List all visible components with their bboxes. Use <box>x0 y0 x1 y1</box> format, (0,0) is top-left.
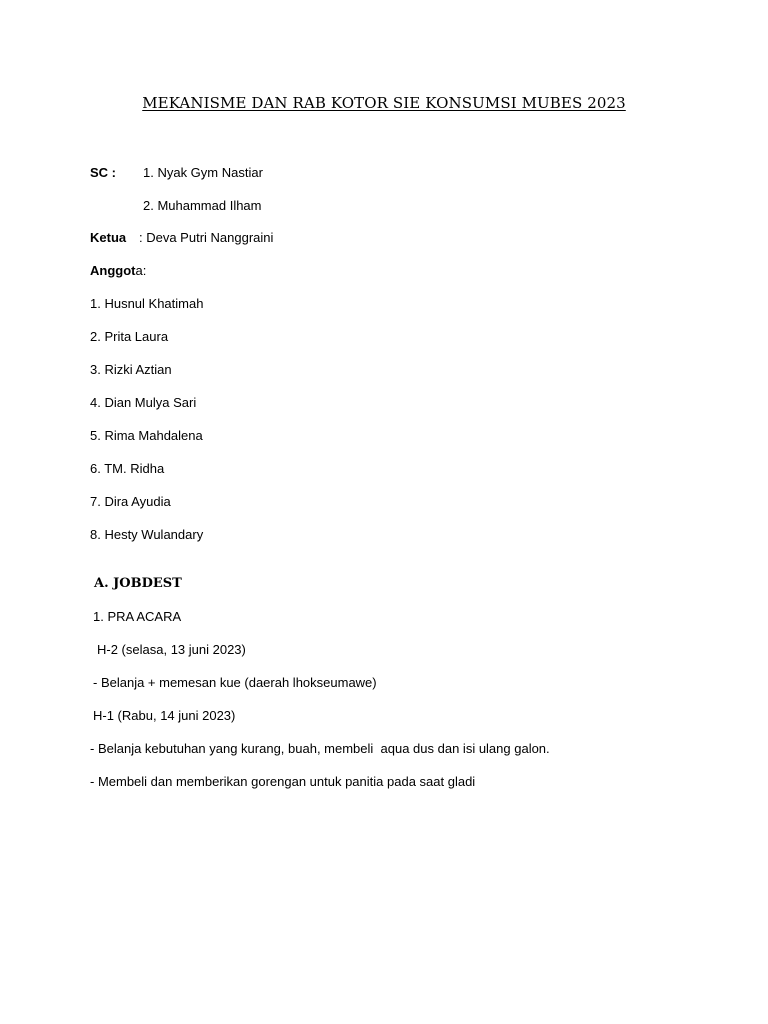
h1-task: - Belanja kebutuhan yang kurang, buah, membeli aqua dus dan isi ulang galon. <box>90 741 550 756</box>
h1-date: H-1 (Rabu, 14 juni 2023) <box>93 708 236 723</box>
ketua-label: Ketua <box>90 230 127 245</box>
anggota-member: 6. TM. Ridha <box>90 461 165 476</box>
anggota-member: 1. Husnul Khatimah <box>90 296 204 311</box>
anggota-member: 4. Dian Mulya Sari <box>90 395 197 410</box>
anggota-member: 3. Rizki Aztian <box>90 362 172 377</box>
anggota-label: Anggota: <box>90 263 147 278</box>
sc-label: SC : <box>90 165 116 180</box>
sc-member-2: 2. Muhammad Ilham <box>143 198 262 213</box>
anggota-member: 7. Dira Ayudia <box>90 494 171 509</box>
ketua-value: : Deva Putri Nanggraini <box>139 230 274 245</box>
ketua-row <box>90 230 273 246</box>
jobdesk-section: 1. PRA ACARA <box>93 609 182 624</box>
document-title: MEKANISME DAN RAB KOTOR SIE KONSUMSI MUBES 2023 <box>142 94 626 112</box>
jobdesk-heading: A. JOBDEST <box>94 576 182 591</box>
h2-date: H-2 (selasa, 13 juni 2023) <box>97 642 246 657</box>
h1-task: - Membeli dan memberikan gorengan untuk panitia pada saat gladi <box>90 774 476 789</box>
h2-task: - Belanja + memesan kue (daerah lhokseumawe) <box>93 675 377 690</box>
sc-row <box>90 165 263 181</box>
anggota-member: 5. Rima Mahdalena <box>90 428 203 443</box>
sc-member-1: 1. Nyak Gym Nastiar <box>143 165 263 180</box>
anggota-member: 8. Hesty Wulandary <box>90 527 204 542</box>
anggota-member: 2. Prita Laura <box>90 329 169 344</box>
